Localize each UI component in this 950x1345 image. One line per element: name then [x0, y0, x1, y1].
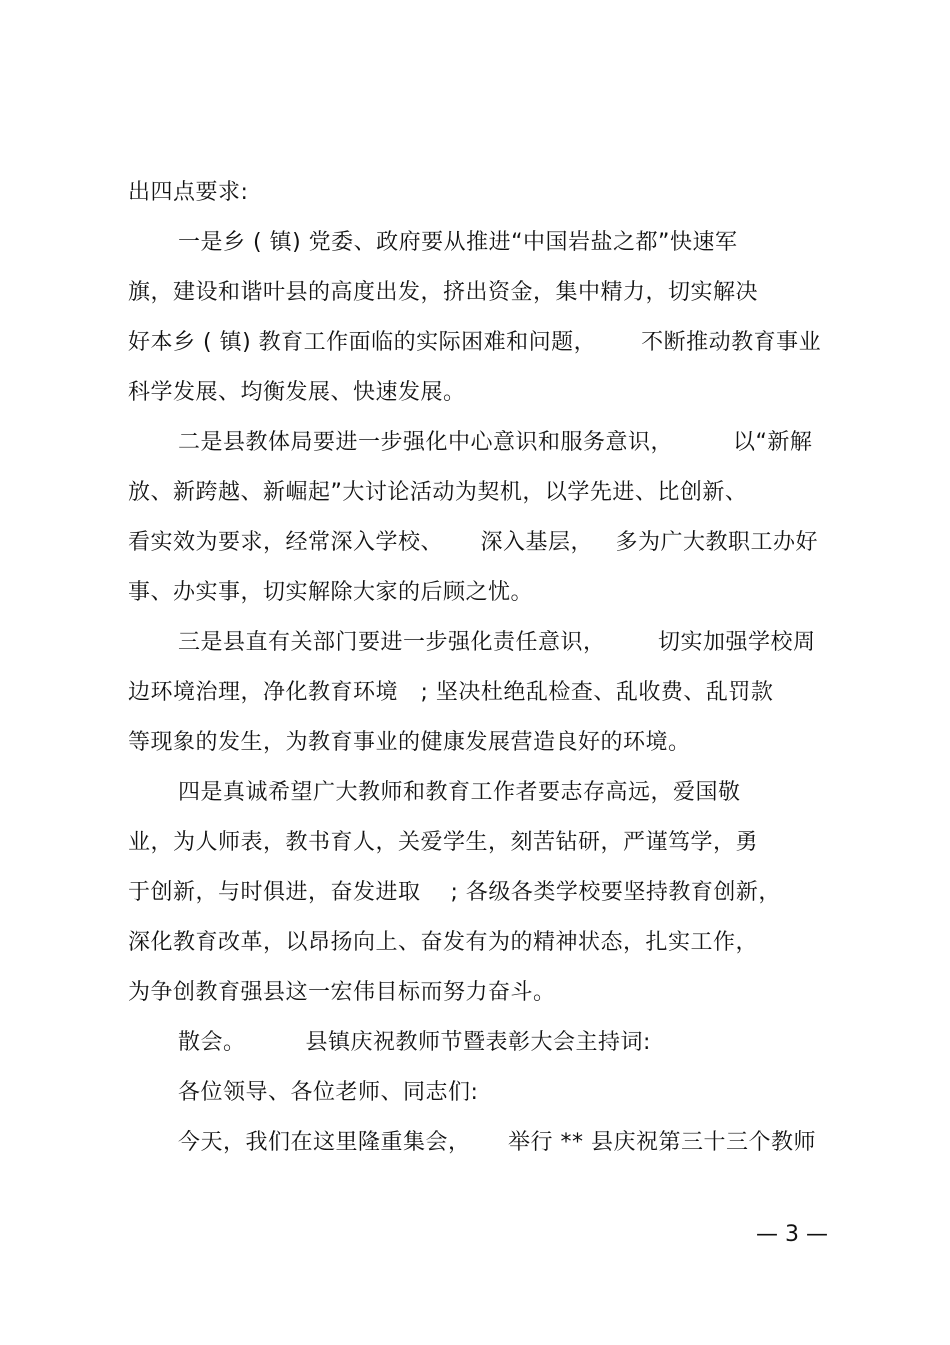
- paragraph-first-line: 四是真诚希望广大教师和教育工作者要志存高远，爱国敬: [178, 780, 741, 805]
- text-line: 边环境治理，净化教育环境 ; 坚决杜绝乱检查、乱收费、乱罚款: [128, 680, 774, 705]
- text-line: 出四点要求:: [128, 180, 249, 205]
- text-line: 科学发展、均衡发展、快速发展。: [128, 380, 466, 405]
- text-line: 等现象的发生，为教育事业的健康发展营造良好的环境。: [128, 730, 691, 755]
- text-line: 为争创教育强县这一宏伟目标而努力奋斗。: [128, 980, 556, 1005]
- paragraph-first-line: 三是县直有关部门要进一步强化责任意识， 切实加强学校周: [178, 630, 816, 655]
- text-line: 好本乡 ( 镇) 教育工作面临的实际困难和问题， 不断推动教育事业: [128, 330, 822, 355]
- paragraph-first-line: 各位领导、各位老师、同志们:: [178, 1080, 479, 1105]
- text-line: 放、新跨越、新崛起”大讨论活动为契机，以学先进、比创新、: [128, 480, 748, 505]
- page-number: — 3 —: [756, 1222, 828, 1247]
- text-line: 深化教育改革，以昂扬向上、奋发有为的精神状态，扎实工作，: [128, 930, 759, 955]
- paragraph-first-line: 散会。 县镇庆祝教师节暨表彰大会主持词:: [178, 1030, 651, 1055]
- paragraph-first-line: 二是县教体局要进一步强化中心意识和服务意识， 以“新解: [178, 430, 813, 455]
- text-line: 业，为人师表，教书育人，关爱学生，刻苦钻研，严谨笃学，勇: [128, 830, 759, 855]
- text-line: 看实效为要求，经常深入学校、 深入基层， 多为广大教职工办好: [128, 530, 818, 555]
- text-line: 于创新，与时俱进，奋发进取 ; 各级各类学校要坚持教育创新，: [128, 880, 781, 905]
- text-line: 旗，建设和谐叶县的高度出发，挤出资金，集中精力，切实解决: [128, 280, 759, 305]
- paragraph-first-line: 一是乡 ( 镇) 党委、政府要从推进“中国岩盐之都”快速军: [178, 230, 738, 255]
- paragraph-first-line: 今天，我们在这里隆重集会， 举行 ** 县庆祝第三十三个教师: [178, 1130, 816, 1155]
- text-line: 事、办实事，切实解除大家的后顾之忧。: [128, 580, 534, 605]
